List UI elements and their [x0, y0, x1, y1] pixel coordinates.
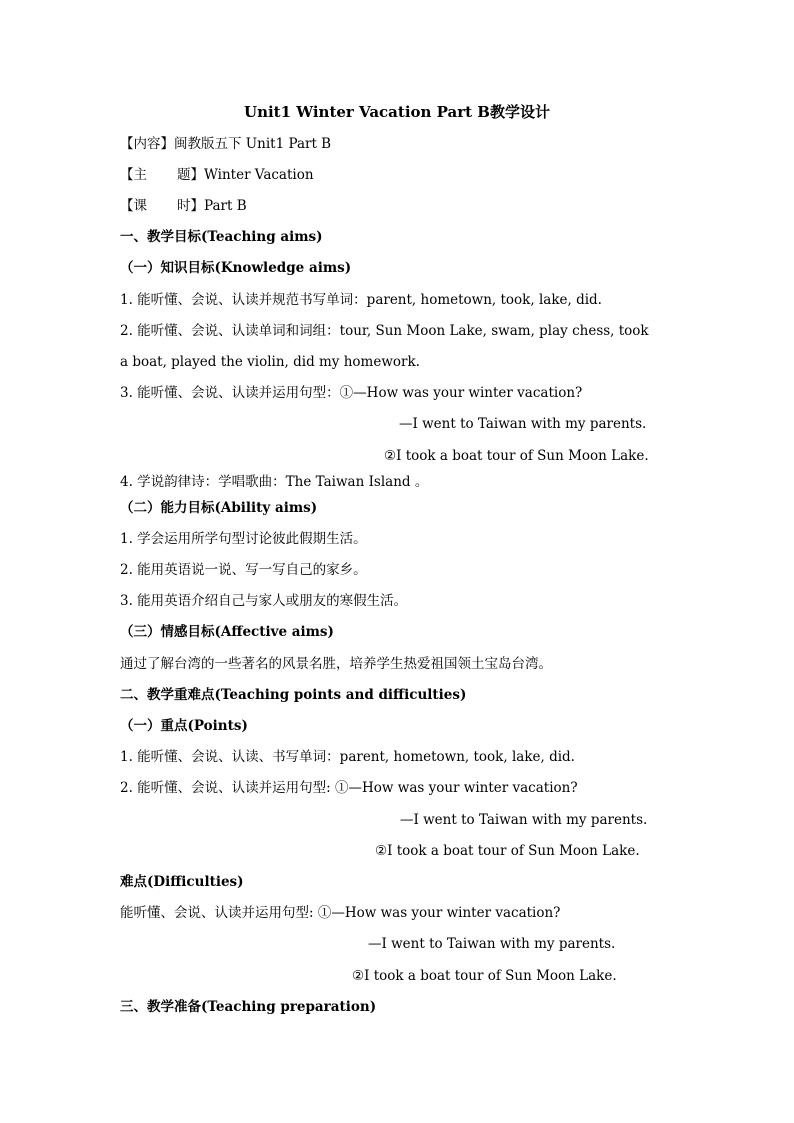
affective-aims-heading: （三）情感目标(Affective aims)	[120, 624, 334, 640]
knowledge-item-1: 1. 能听懂、会说、认读并规范书写单词：parent, hometown, took, lake, did.	[120, 292, 602, 308]
knowledge-item-3: 3. 能听懂、会说、认读并运用句型：①—How was your winter vacation?	[120, 385, 583, 401]
points-item-1: 1. 能听懂、会说、认读、书写单词：parent, hometown, took, lake, did.	[120, 749, 575, 765]
meta-topic	[120, 165, 314, 185]
knowledge-item-3-answer: —I went to Taiwan with my parents.	[399, 416, 647, 432]
section-2-heading: 二、教学重难点(Teaching points and difficulties)	[120, 687, 467, 703]
meta-content: 【内容】闽教版五下 Unit1 Part B	[120, 136, 332, 152]
difficulties-item-1-sentence-2: ②I took a boat tour of Sun Moon Lake.	[352, 968, 617, 984]
ability-item-2: 2. 能用英语说一说、写一写自己的家乡。	[120, 562, 367, 578]
document-title: Unit1 Winter Vacation Part B教学设计	[244, 103, 550, 121]
meta-topic-label-a: 【主	[120, 167, 147, 183]
knowledge-aims-heading: （一）知识目标(Knowledge aims)	[120, 260, 352, 276]
points-item-2-answer: —I went to Taiwan with my parents.	[400, 812, 648, 828]
affective-text: 通过了解台湾的一些著名的风景名胜，培养学生热爱祖国领土宝岛台湾。	[120, 656, 552, 672]
ability-aims-heading: （二）能力目标(Ability aims)	[120, 500, 318, 516]
knowledge-item-2-cont: a boat, played the violin, did my homework.	[120, 354, 420, 370]
section-3-heading: 三、教学准备(Teaching preparation)	[120, 999, 377, 1015]
knowledge-item-4: 4. 学说韵律诗：学唱歌曲：The Taiwan Island 。	[120, 474, 429, 490]
points-heading: （一）重点(Points)	[120, 718, 248, 734]
meta-period-label-a: 【课	[120, 198, 147, 214]
difficulties-item-1: 能听懂、会说、认读并运用句型: ①—How was your winter vacation?	[120, 905, 561, 921]
meta-period-value: Part B	[204, 198, 247, 214]
meta-topic-value: Winter Vacation	[204, 167, 314, 183]
difficulties-heading: 难点(Difficulties)	[120, 874, 244, 890]
section-1-heading: 一、教学目标(Teaching aims)	[120, 229, 323, 245]
meta-topic-label-b: 题】	[177, 167, 204, 183]
ability-item-1: 1. 学会运用所学句型讨论彼此假期生活。	[120, 531, 367, 547]
knowledge-item-2: 2. 能听懂、会说、认读单词和词组：tour, Sun Moon Lake, swam, play chess, took	[120, 323, 649, 339]
points-item-2-sentence-2: ②I took a boat tour of Sun Moon Lake.	[375, 843, 640, 859]
difficulties-item-1-answer: —I went to Taiwan with my parents.	[368, 936, 616, 952]
meta-period-label-b: 时】	[177, 198, 204, 214]
meta-period	[120, 196, 247, 216]
knowledge-item-3-sentence-2: ②I took a boat tour of Sun Moon Lake.	[384, 448, 649, 464]
ability-item-3: 3. 能用英语介绍自己与家人或朋友的寒假生活。	[120, 593, 408, 609]
points-item-2: 2. 能听懂、会说、认读并运用句型: ①—How was your winter vacation?	[120, 780, 578, 796]
